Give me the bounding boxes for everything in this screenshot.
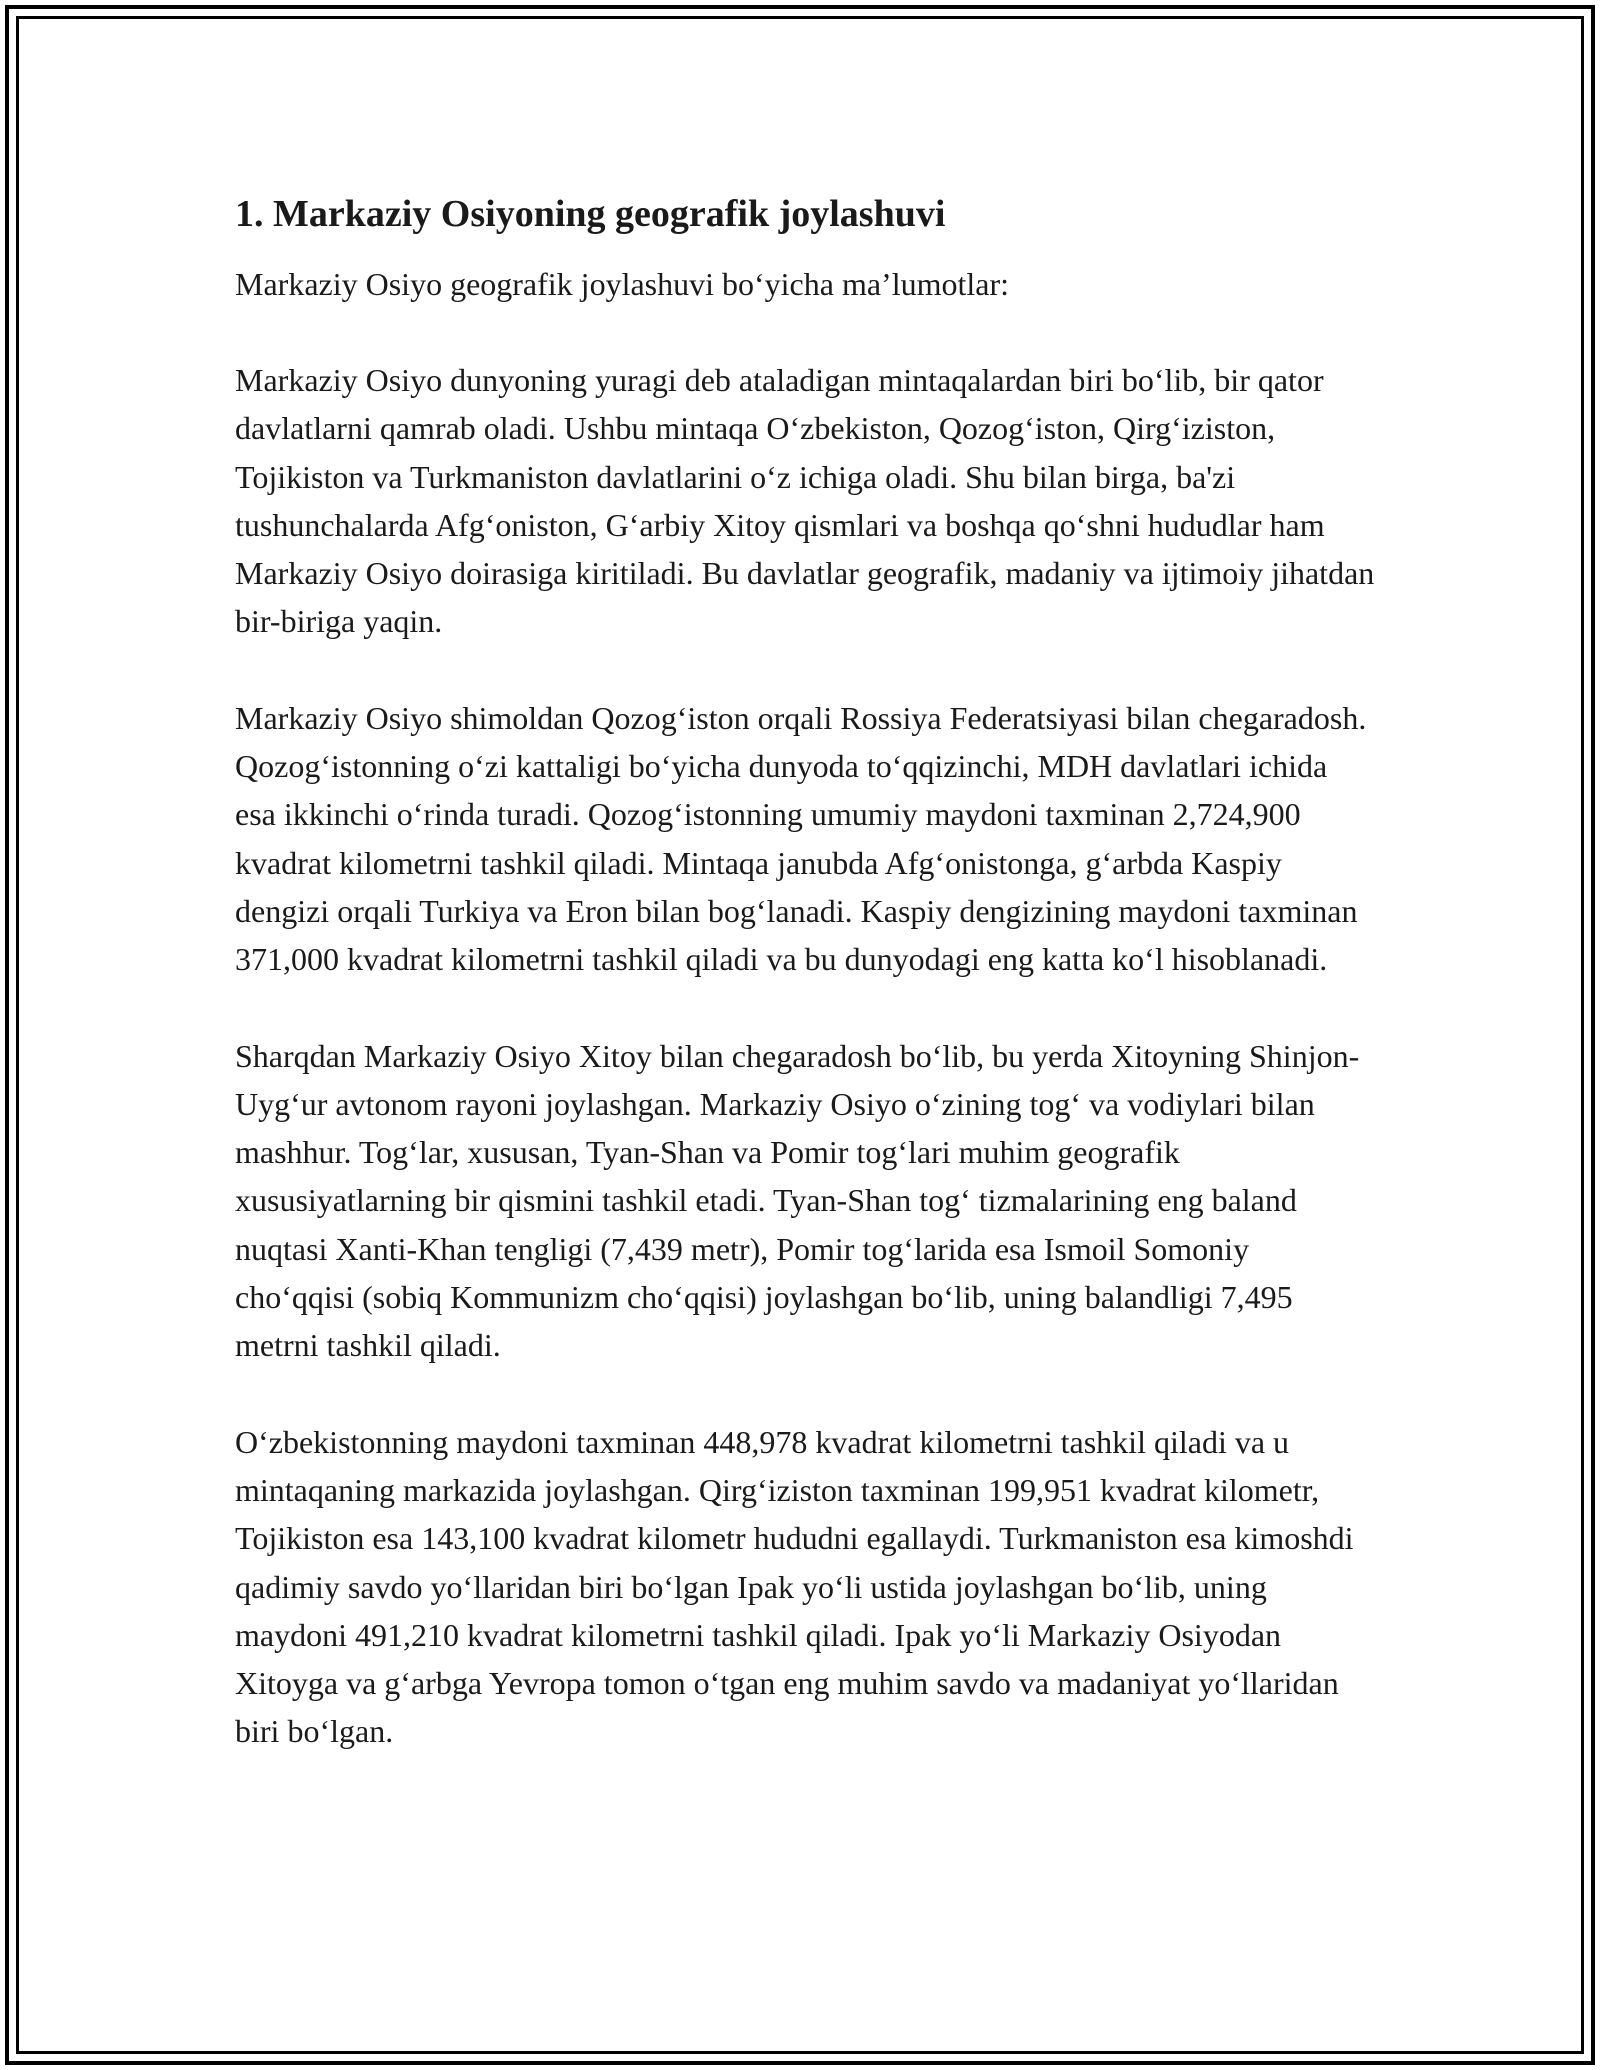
intro-line: Markaziy Osiyo geografik joylashuvi bo‘yicha ma’lumotlar: xyxy=(235,266,1010,302)
paragraph-northern-western-borders: Markaziy Osiyo shimoldan Qozog‘iston orqali Rossiya Federatsiyasi bilan chegaradosh. Qozog‘istonning o‘zi kattaligi bo‘yicha dunyoda to‘qqizinchi, MDH davlatlari ichida esa ikkinchi o‘rinda turadi. Qozog‘istonning umumiy maydoni taxminan 2,724,900 kvadrat kilometrni tashkil qiladi. Mintaqa janubda Afg‘onistonga, g‘arbda Kaspiy dengizi orqali Turkiya va Eron bilan bog‘lanadi. Kaspiy dengizining maydoni taxminan 371,000 kvadrat kilometrni tashkil qiladi va bu dunyodagi eng katta ko‘l hisoblanadi. xyxy=(235,699,1367,978)
paragraph-eastern-border-mountains: Sharqdan Markaziy Osiyo Xitoy bilan chegaradosh bo‘lib, bu yerda Xitoyning Shinjon-Uyg‘ur avtonom rayoni joylashgan. Markaziy Osiyo o‘zining tog‘ va vodiylari bilan mashhur. Tog‘lar, xususan, Tyan-Shan va Pomir tog‘lari muhim geografik xususiyatlarning bir qismini tashkil etadi. Tyan-Shan tog‘ tizmalarining eng baland nuqtasi Xanti-Khan tengligi (7,439 metr), Pomir tog‘larida esa Ismoil Somoniy cho‘qqisi (sobiq Kommunizm cho‘qqisi) joylashgan bo‘lib, uning balandligi 7,495 metrni tashkil qiladi. xyxy=(235,1037,1360,1364)
document-body xyxy=(235,186,1375,1804)
paragraph-country-areas-silk-road: O‘zbekistonning maydoni taxminan 448,978 kvadrat kilometrni tashkil qiladi va u mintaqaning markazida joylashgan. Qirg‘iziston taxminan 199,951 kvadrat kilometr, Tojikiston esa 143,100 kvadrat kilometr hududni egallaydi. Turkmaniston esa kimoshdi qadimiy savdo yo‘llaridan biri bo‘lgan Ipak yo‘li ustida joylashgan bo‘lib, uning maydoni 491,210 kvadrat kilometrni tashkil qiladi. Ipak yo‘li Markaziy Osiyodan Xitoyga va g‘arbga Yevropa tomon o‘tgan eng muhim savdo va madaniyat yo‘llaridan biri bo‘lgan. xyxy=(235,1423,1354,1750)
section-heading: 1. Markaziy Osiyoning geografik joylashuvi xyxy=(235,193,946,235)
paragraph-region-countries: Markaziy Osiyo dunyoning yuragi deb ataladigan mintaqalardan biri bo‘lib, bir qator davlatlarni qamrab oladi. Ushbu mintaqa O‘zbekiston, Qozog‘iston, Qirg‘iziston, Tojikiston va Turkmaniston davlatlarini o‘z ichiga oladi. Shu bilan birga, ba'zi tushunchalarda Afg‘oniston, G‘arbiy Xitoy qismlari va boshqa qo‘shni hududlar ham Markaziy Osiyo doirasiga kiritiladi. Bu davlatlar geografik, madaniy va ijtimoiy jihatdan bir-biriga yaqin. xyxy=(235,362,1375,640)
